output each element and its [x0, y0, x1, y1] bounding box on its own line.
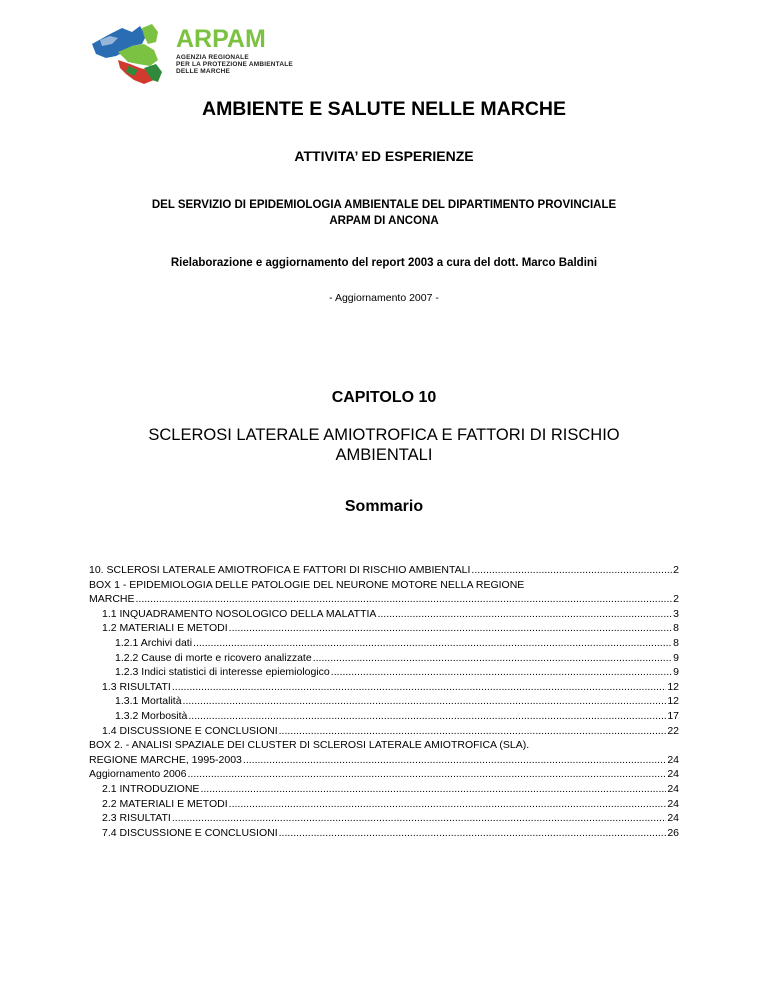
table-of-contents: [89, 563, 679, 840]
toc-entry[interactable]: [89, 797, 679, 812]
toc-entry-page: 8: [673, 622, 679, 635]
toc-entry-page: 22: [667, 724, 679, 737]
logo-brand: ARPAM: [176, 25, 266, 53]
toc-entry[interactable]: [89, 578, 679, 607]
toc-entry[interactable]: [89, 782, 679, 797]
toc-entry-title: 2.1 INTRODUZIONE: [102, 782, 200, 795]
toc-entry-page: 9: [673, 651, 679, 664]
toc-entry-title: 1.3 RISULTATI: [102, 680, 171, 693]
service-line-1: DEL SERVIZIO DI EPIDEMIOLOGIA AMBIENTALE DEL DIPARTIMENTO PROVINCIALE: [151, 199, 617, 211]
toc-entry[interactable]: [89, 636, 679, 651]
toc-entry[interactable]: [89, 651, 679, 666]
toc-entry-page: 3: [673, 607, 679, 620]
toc-entry-title: 1.3.2 Morbosità: [115, 709, 188, 722]
chapter-title: [0, 425, 768, 465]
toc-entry-title: 2.3 RISULTATI: [102, 812, 171, 825]
logo-subtitle-line: AGENZIA REGIONALE: [176, 54, 249, 61]
logo-text-block: [176, 26, 293, 75]
toc-entry-title-first: BOX 1 - EPIDEMIOLOGIA DELLE PATOLOGIE DEL NEURONE MOTORE NELLA REGIONE: [89, 578, 525, 591]
logo-subtitle-line: DELLE MARCHE: [176, 68, 231, 75]
toc-entry-title: 1.2 MATERIALI E METODI: [102, 622, 228, 635]
toc-entry-title: 2.2 MATERIALI E METODI: [102, 797, 228, 810]
toc-entry[interactable]: [89, 680, 679, 695]
toc-entry-title: 1.2.2 Cause di morte e ricovero analizzate: [115, 651, 312, 664]
toc-entry-page: 12: [667, 680, 679, 693]
toc-entry-title: 1.2.1 Archivi dati: [115, 636, 193, 649]
logo-subtitle-line: PER LA PROTEZIONE AMBIENTALE: [176, 61, 293, 68]
toc-entry[interactable]: [89, 709, 679, 724]
toc-entry-page: 2: [673, 593, 679, 606]
toc-entry-page: 24: [667, 797, 679, 810]
toc-entry-title: Aggiornamento 2006: [89, 768, 187, 781]
chapter-title-line-1: SCLEROSI LATERALE AMIOTROFICA E FATTORI DI RISCHIO: [148, 426, 620, 444]
toc-entry-page: 12: [667, 695, 679, 708]
toc-entry[interactable]: [89, 665, 679, 680]
toc-entry[interactable]: [89, 826, 679, 841]
toc-entry[interactable]: [89, 563, 679, 578]
toc-entry-page: 2: [673, 564, 679, 576]
toc-heading: Sommario: [344, 498, 424, 515]
toc-entry-page: 24: [667, 812, 679, 825]
toc-entry-page: 26: [667, 826, 679, 839]
main-title: AMBIENTE E SALUTE NELLE MARCHE: [201, 98, 566, 120]
chapter-number: CAPITOLO 10: [331, 389, 437, 406]
toc-entry-page: 24: [667, 782, 679, 795]
rework-note: Rielaborazione e aggiornamento del report 2003 a cura del dott. Marco Baldini: [170, 257, 598, 269]
toc-entry[interactable]: [89, 811, 679, 826]
toc-entry-page: 8: [673, 636, 679, 649]
logo-subtitle: [176, 54, 293, 75]
toc-entry-page: 24: [667, 768, 679, 781]
chapter-title-line-2: AMBIENTALI: [335, 446, 433, 464]
service-heading: [0, 197, 768, 229]
toc-entry-title: 10. SCLEROSI LATERALE AMIOTROFICA E FATTORI DI RISCHIO AMBIENTALI: [89, 564, 471, 576]
toc-entry-page: 9: [673, 666, 679, 679]
toc-entry-title: 1.3.1 Mortalità: [115, 695, 182, 708]
toc-entry[interactable]: [89, 767, 679, 782]
toc-entry-title: REGIONE MARCHE, 1995-2003: [89, 753, 242, 766]
toc-entry[interactable]: [89, 694, 679, 709]
toc-entry-page: 24: [667, 753, 679, 766]
toc-entry-title-first: BOX 2. - ANALISI SPAZIALE DEI CLUSTER DI SCLEROSI LATERALE AMIOTROFICA (SLA).: [89, 739, 530, 752]
toc-entry-title: MARCHE: [89, 593, 135, 606]
toc-entry-page: 17: [667, 709, 679, 722]
toc-entry[interactable]: [89, 621, 679, 636]
toc-entry-title: 1.2.3 Indici statistici di interesse epiemiologico: [115, 666, 330, 679]
toc-entry-title: 7.4 DISCUSSIONE E CONCLUSIONI: [102, 826, 278, 839]
toc-entry[interactable]: [89, 607, 679, 622]
service-line-2: ARPAM DI ANCONA: [329, 215, 439, 227]
toc-entry[interactable]: [89, 738, 679, 767]
toc-entry-title: 1.1 INQUADRAMENTO NOSOLOGICO DELLA MALATTIA: [102, 607, 377, 620]
toc-entry-title: 1.4 DISCUSSIONE E CONCLUSIONI: [102, 724, 278, 737]
toc-entry[interactable]: [89, 724, 679, 739]
subtitle: ATTIVITA’ ED ESPERIENZE: [294, 148, 474, 164]
update-note: - Aggiornamento 2007 -: [329, 292, 439, 304]
